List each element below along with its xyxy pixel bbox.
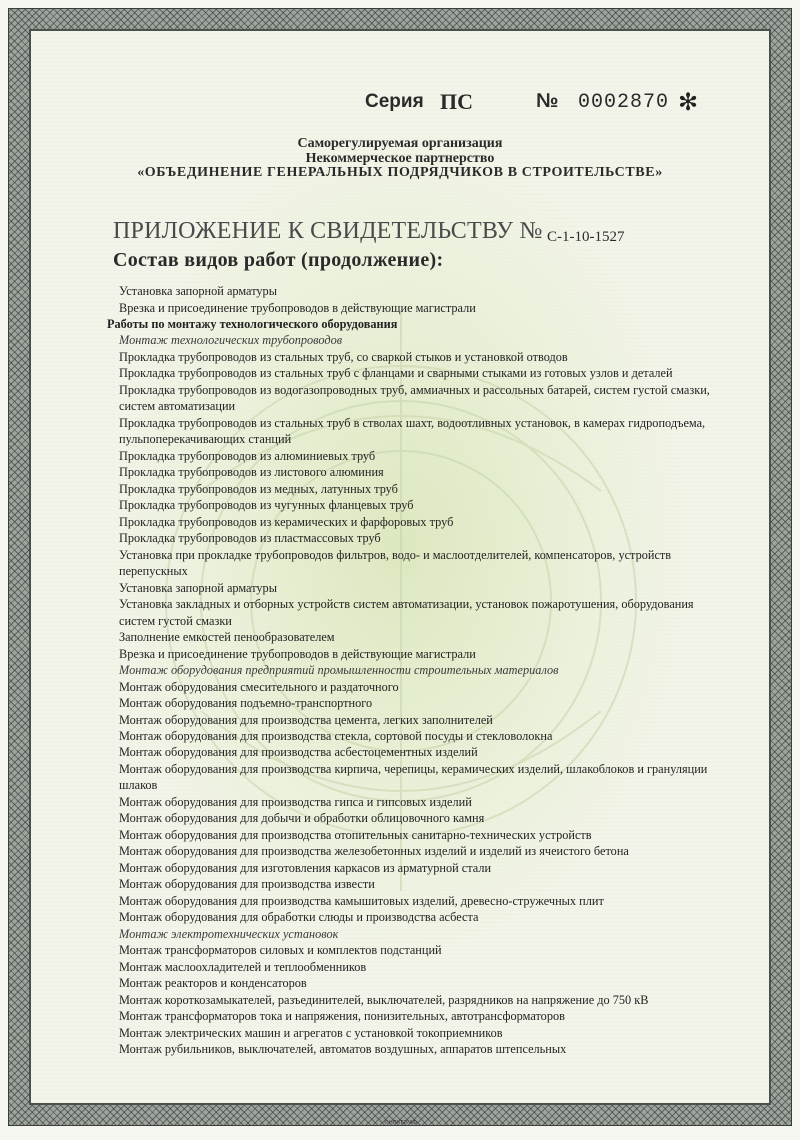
work-item: Монтаж оборудования для обработки слюды и производства асбеста bbox=[119, 910, 479, 925]
work-item: систем автоматизации bbox=[119, 399, 236, 414]
work-item: Монтаж трансформаторов силовых и комплектов подстанций bbox=[119, 943, 442, 958]
work-item: Прокладка трубопроводов из стальных труб в стволах шахт, водоотливных установок, в камерах гидроподъема, bbox=[119, 415, 706, 430]
work-item: Прокладка трубопроводов из стальных труб с фланцами и сварными стыками из готовых узлов и деталей bbox=[119, 366, 673, 381]
work-item: Монтаж оборудования для производства железобетонных изделий и изделий из ячеистого бетона bbox=[119, 844, 629, 859]
work-item: Прокладка трубопроводов из керамических и фарфоровых труб bbox=[119, 514, 454, 529]
work-category: Работы по монтажу технологического оборудования bbox=[107, 317, 398, 331]
work-item: Прокладка трубопроводов из медных, латунных труб bbox=[119, 481, 398, 496]
work-item: Врезка и присоединение трубопроводов в действующие магистрали bbox=[119, 646, 476, 661]
work-item: Монтаж оборудования для производства стекла, сортовой посуды и стекловолокна bbox=[119, 729, 553, 743]
work-item: Монтаж оборудования для производства асбестоцементных изделий bbox=[119, 745, 478, 760]
organization-form: Некоммерческое партнерство bbox=[305, 151, 495, 166]
certificate-number: С-1-10-1527 bbox=[547, 229, 625, 245]
work-item: Прокладка трубопроводов из алюминиевых труб bbox=[119, 448, 376, 463]
work-item: Монтаж оборудования для добычи и обработки облицовочного камня bbox=[119, 811, 485, 826]
work-item: Монтаж трансформаторов тока и напряжения, понизительных, автотрансформаторов bbox=[119, 1009, 565, 1024]
work-item: Прокладка трубопроводов из стальных труб, со сваркой стыков и установкой отводов bbox=[119, 349, 568, 364]
work-item: Установка при прокладке трубопроводов фильтров, водо- и маслоотделителей, компенсаторов, устройств bbox=[119, 547, 672, 562]
series-label: Серия bbox=[365, 91, 424, 112]
series-value: ПС bbox=[440, 89, 473, 114]
work-item: Прокладка трубопроводов из пластмассовых труб bbox=[119, 531, 381, 546]
work-subcategory: Монтаж электротехнических установок bbox=[119, 926, 339, 941]
work-item: Прокладка трубопроводов из водогазопроводных труб, аммиачных и рассольных батарей, систем густой смазки, bbox=[119, 382, 710, 397]
work-item: Установка запорной арматуры bbox=[119, 284, 277, 298]
organization-name: «ОБЪЕДИНЕНИЕ ГЕНЕРАЛЬНЫХ ПОДРЯДЧИКОВ В СТРОИТЕЛЬСТВЕ» bbox=[137, 165, 663, 180]
work-item: Монтаж оборудования для производства гипса и гипсовых изделий bbox=[119, 794, 472, 809]
work-item: Прокладка трубопроводов из чугунных фланцевых труб bbox=[119, 498, 414, 513]
work-item: перепускных bbox=[119, 564, 188, 579]
form-number: 0002870 bbox=[578, 91, 670, 114]
work-item: Установка закладных и отборных устройств систем автоматизации, установок пожаротушения, оборудования bbox=[119, 597, 694, 612]
asterisk-icon: ✻ bbox=[678, 88, 699, 116]
work-list-heading: Состав видов работ (продолжение): bbox=[113, 249, 444, 271]
work-item: Монтаж оборудования для производства кирпича, черепицы, керамических изделий, шлакоблоков и грануляции bbox=[119, 761, 708, 776]
work-item: Прокладка трубопроводов из листового алюминия bbox=[119, 465, 384, 480]
work-subcategory: Монтаж технологических трубопроводов bbox=[119, 333, 343, 348]
work-item: Монтаж электрических машин и агрегатов с установкой токоприемников bbox=[119, 1025, 503, 1040]
work-item: Врезка и присоединение трубопроводов в действующие магистрали bbox=[119, 300, 476, 315]
work-item: Монтаж оборудования смесительного и раздаточного bbox=[119, 679, 399, 694]
work-item: Монтаж реакторов и конденсаторов bbox=[119, 976, 307, 991]
work-item: Монтаж оборудования для производства камышитовых изделий, древесно-стружечных плит bbox=[119, 893, 604, 908]
work-item: Монтаж оборудования для производства отопительных санитарно-технических устройств bbox=[119, 827, 592, 842]
work-item: Монтаж оборудования подъемно-транспортного bbox=[119, 696, 373, 710]
work-item: Монтаж оборудования для изготовления каркасов из арматурной стали bbox=[119, 860, 492, 875]
work-subcategory: Монтаж оборудования предприятий промышленности строительных материалов bbox=[119, 663, 559, 677]
number-sign: № bbox=[536, 90, 559, 112]
printer-mark: ©НПЧТ2РАФ bbox=[384, 1120, 417, 1126]
appendix-heading: ПРИЛОЖЕНИЕ К СВИДЕТЕЛЬСТВУ № bbox=[113, 218, 543, 244]
work-item: Установка запорной арматуры bbox=[119, 580, 277, 595]
work-item: Монтаж оборудования для производства извести bbox=[119, 877, 375, 892]
work-item: Монтаж оборудования для производства цемента, легких заполнителей bbox=[119, 712, 493, 727]
work-item: пульпоперекачивающих станций bbox=[119, 432, 292, 447]
work-item: систем густой смазки bbox=[119, 613, 232, 628]
work-item: шлаков bbox=[119, 778, 158, 793]
work-item: Монтаж маслоохладителей и теплообменников bbox=[119, 959, 367, 974]
work-item: Монтаж короткозамыкателей, разъединителей, выключателей, разрядников на напряжение до 750 кВ bbox=[119, 992, 649, 1007]
work-item: Монтаж рубильников, выключателей, автоматов воздушных, аппаратов штепсельных bbox=[119, 1042, 567, 1057]
organization-type: Саморегулируемая организация bbox=[297, 136, 503, 151]
work-item: Заполнение емкостей пенообразователем bbox=[119, 630, 335, 645]
